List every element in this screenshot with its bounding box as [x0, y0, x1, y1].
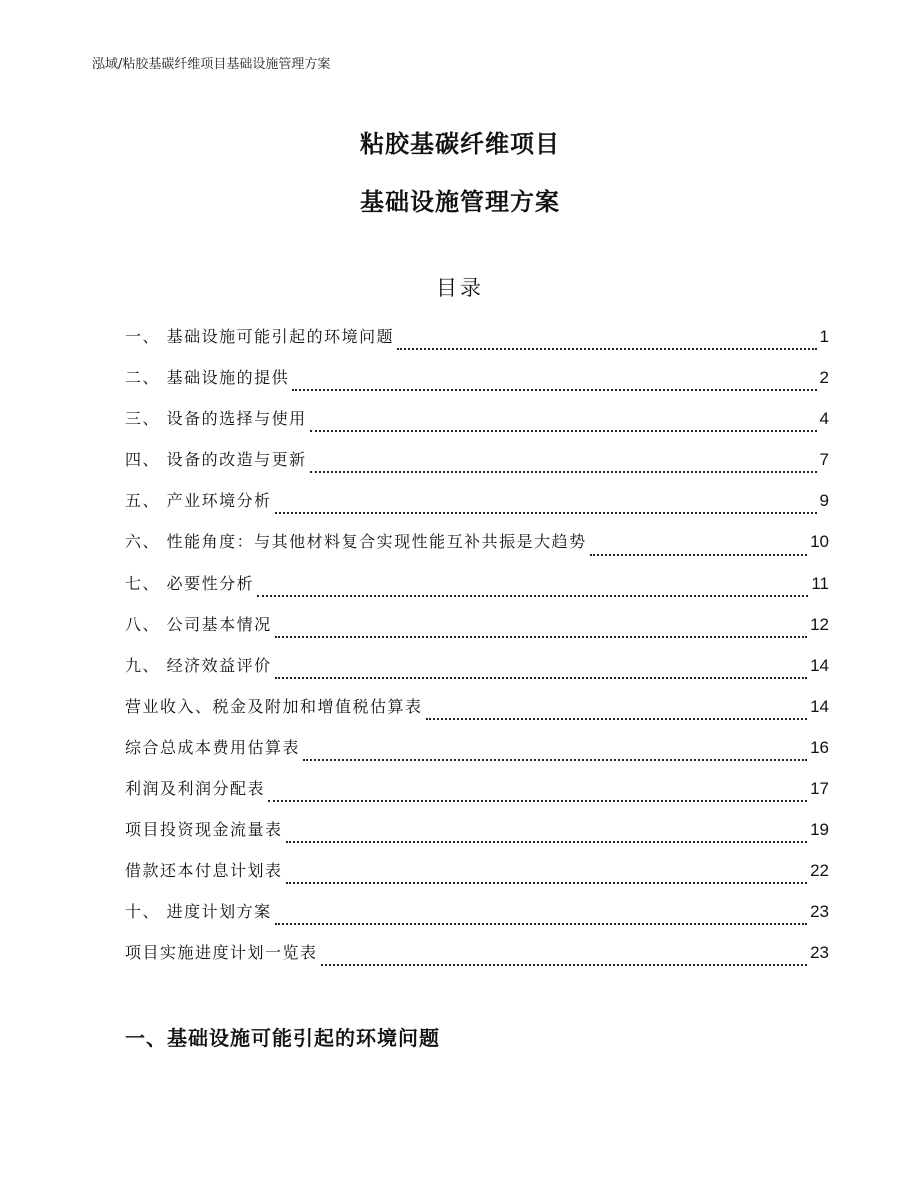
toc-entry-label: 一、 基础设施可能引起的环境问题	[125, 327, 395, 346]
toc-entry-label: 利润及利润分配表	[125, 779, 266, 799]
toc-entry[interactable]	[125, 404, 829, 445]
toc-leader-dots	[286, 881, 808, 884]
toc-leader-dots	[257, 594, 808, 597]
toc-entry-page: 23	[810, 943, 829, 963]
toc-entry-label: 五、 产业环境分析	[125, 491, 272, 511]
toc-entry[interactable]	[125, 774, 829, 815]
toc-entry[interactable]	[125, 486, 829, 527]
toc-entry-page: 16	[810, 737, 829, 757]
toc-leader-dots	[275, 676, 807, 679]
toc-entry[interactable]	[125, 692, 829, 733]
toc-entry[interactable]	[125, 897, 829, 938]
toc-entry-page: 10	[810, 532, 829, 552]
toc-entry[interactable]	[125, 363, 829, 404]
toc-entry[interactable]	[125, 856, 829, 897]
toc-leader-dots	[397, 347, 816, 350]
toc-leader-dots	[426, 717, 808, 720]
toc-entry[interactable]	[125, 815, 829, 856]
toc-entry-label: 四、 设备的改造与更新	[125, 450, 307, 470]
document-title-line2: 基础设施管理方案	[360, 188, 560, 216]
toc-leader-dots	[275, 511, 817, 514]
toc-entry-label: 九、 经济效益评价	[125, 655, 272, 675]
toc-leader-dots	[590, 553, 807, 556]
toc-entry-label: 八、 公司基本情况	[125, 614, 272, 634]
toc-entry[interactable]	[125, 651, 829, 692]
toc-entry-page: 11	[811, 573, 829, 593]
toc-entry-label: 十、 进度计划方案	[125, 902, 272, 922]
table-of-contents	[125, 322, 829, 980]
toc-entry-page: 17	[810, 779, 829, 799]
toc-entry-page: 22	[810, 861, 829, 881]
toc-entry-page: 14	[810, 696, 829, 716]
toc-entry[interactable]	[125, 938, 829, 979]
toc-leader-dots	[268, 799, 807, 802]
toc-leader-dots	[303, 758, 807, 761]
toc-entry-page: 9	[819, 491, 829, 511]
section-heading: 一、基础设施可能引起的环境问题	[125, 1026, 440, 1050]
toc-entry-label: 六、 性能角度：与其他材料复合实现性能互补共振是大趋势	[125, 532, 587, 552]
toc-leader-dots	[321, 963, 808, 966]
page-header: 泓域/粘胶基碳纤维项目基础设施管理方案	[92, 57, 331, 72]
toc-entry-page: 19	[810, 820, 829, 840]
toc-entry[interactable]	[125, 569, 829, 610]
toc-entry-page: 4	[819, 409, 829, 429]
toc-entry-label: 项目实施进度计划一览表	[125, 943, 318, 963]
toc-entry-label: 七、 必要性分析	[125, 573, 255, 593]
toc-entry[interactable]	[125, 610, 829, 651]
toc-entry-label: 三、 设备的选择与使用	[125, 409, 307, 429]
toc-entry-page: 23	[810, 902, 829, 922]
toc-entry-page: 2	[819, 368, 829, 388]
toc-leader-dots	[286, 840, 808, 843]
toc-entry-label: 借款还本付息计划表	[125, 861, 283, 881]
toc-entry-label: 综合总成本费用估算表	[125, 737, 301, 757]
toc-entry-page: 1	[819, 327, 829, 346]
toc-entry-label: 营业收入、税金及附加和增值税估算表	[125, 696, 423, 716]
toc-leader-dots	[292, 388, 816, 391]
toc-entry[interactable]	[125, 527, 829, 568]
toc-entry-label: 二、 基础设施的提供	[125, 368, 290, 388]
toc-entry[interactable]	[125, 445, 829, 486]
toc-leader-dots	[310, 470, 817, 473]
toc-entry-page: 7	[819, 450, 829, 470]
toc-entry-label: 项目投资现金流量表	[125, 820, 283, 840]
document-title-line1: 粘胶基碳纤维项目	[360, 130, 560, 158]
toc-entry-page: 14	[810, 655, 829, 675]
toc-heading: 目录	[436, 276, 484, 300]
toc-entry-page: 12	[810, 614, 829, 634]
toc-leader-dots	[275, 922, 807, 925]
toc-entry[interactable]	[125, 322, 829, 363]
toc-leader-dots	[275, 635, 807, 638]
toc-entry[interactable]	[125, 733, 829, 774]
toc-leader-dots	[310, 429, 817, 432]
